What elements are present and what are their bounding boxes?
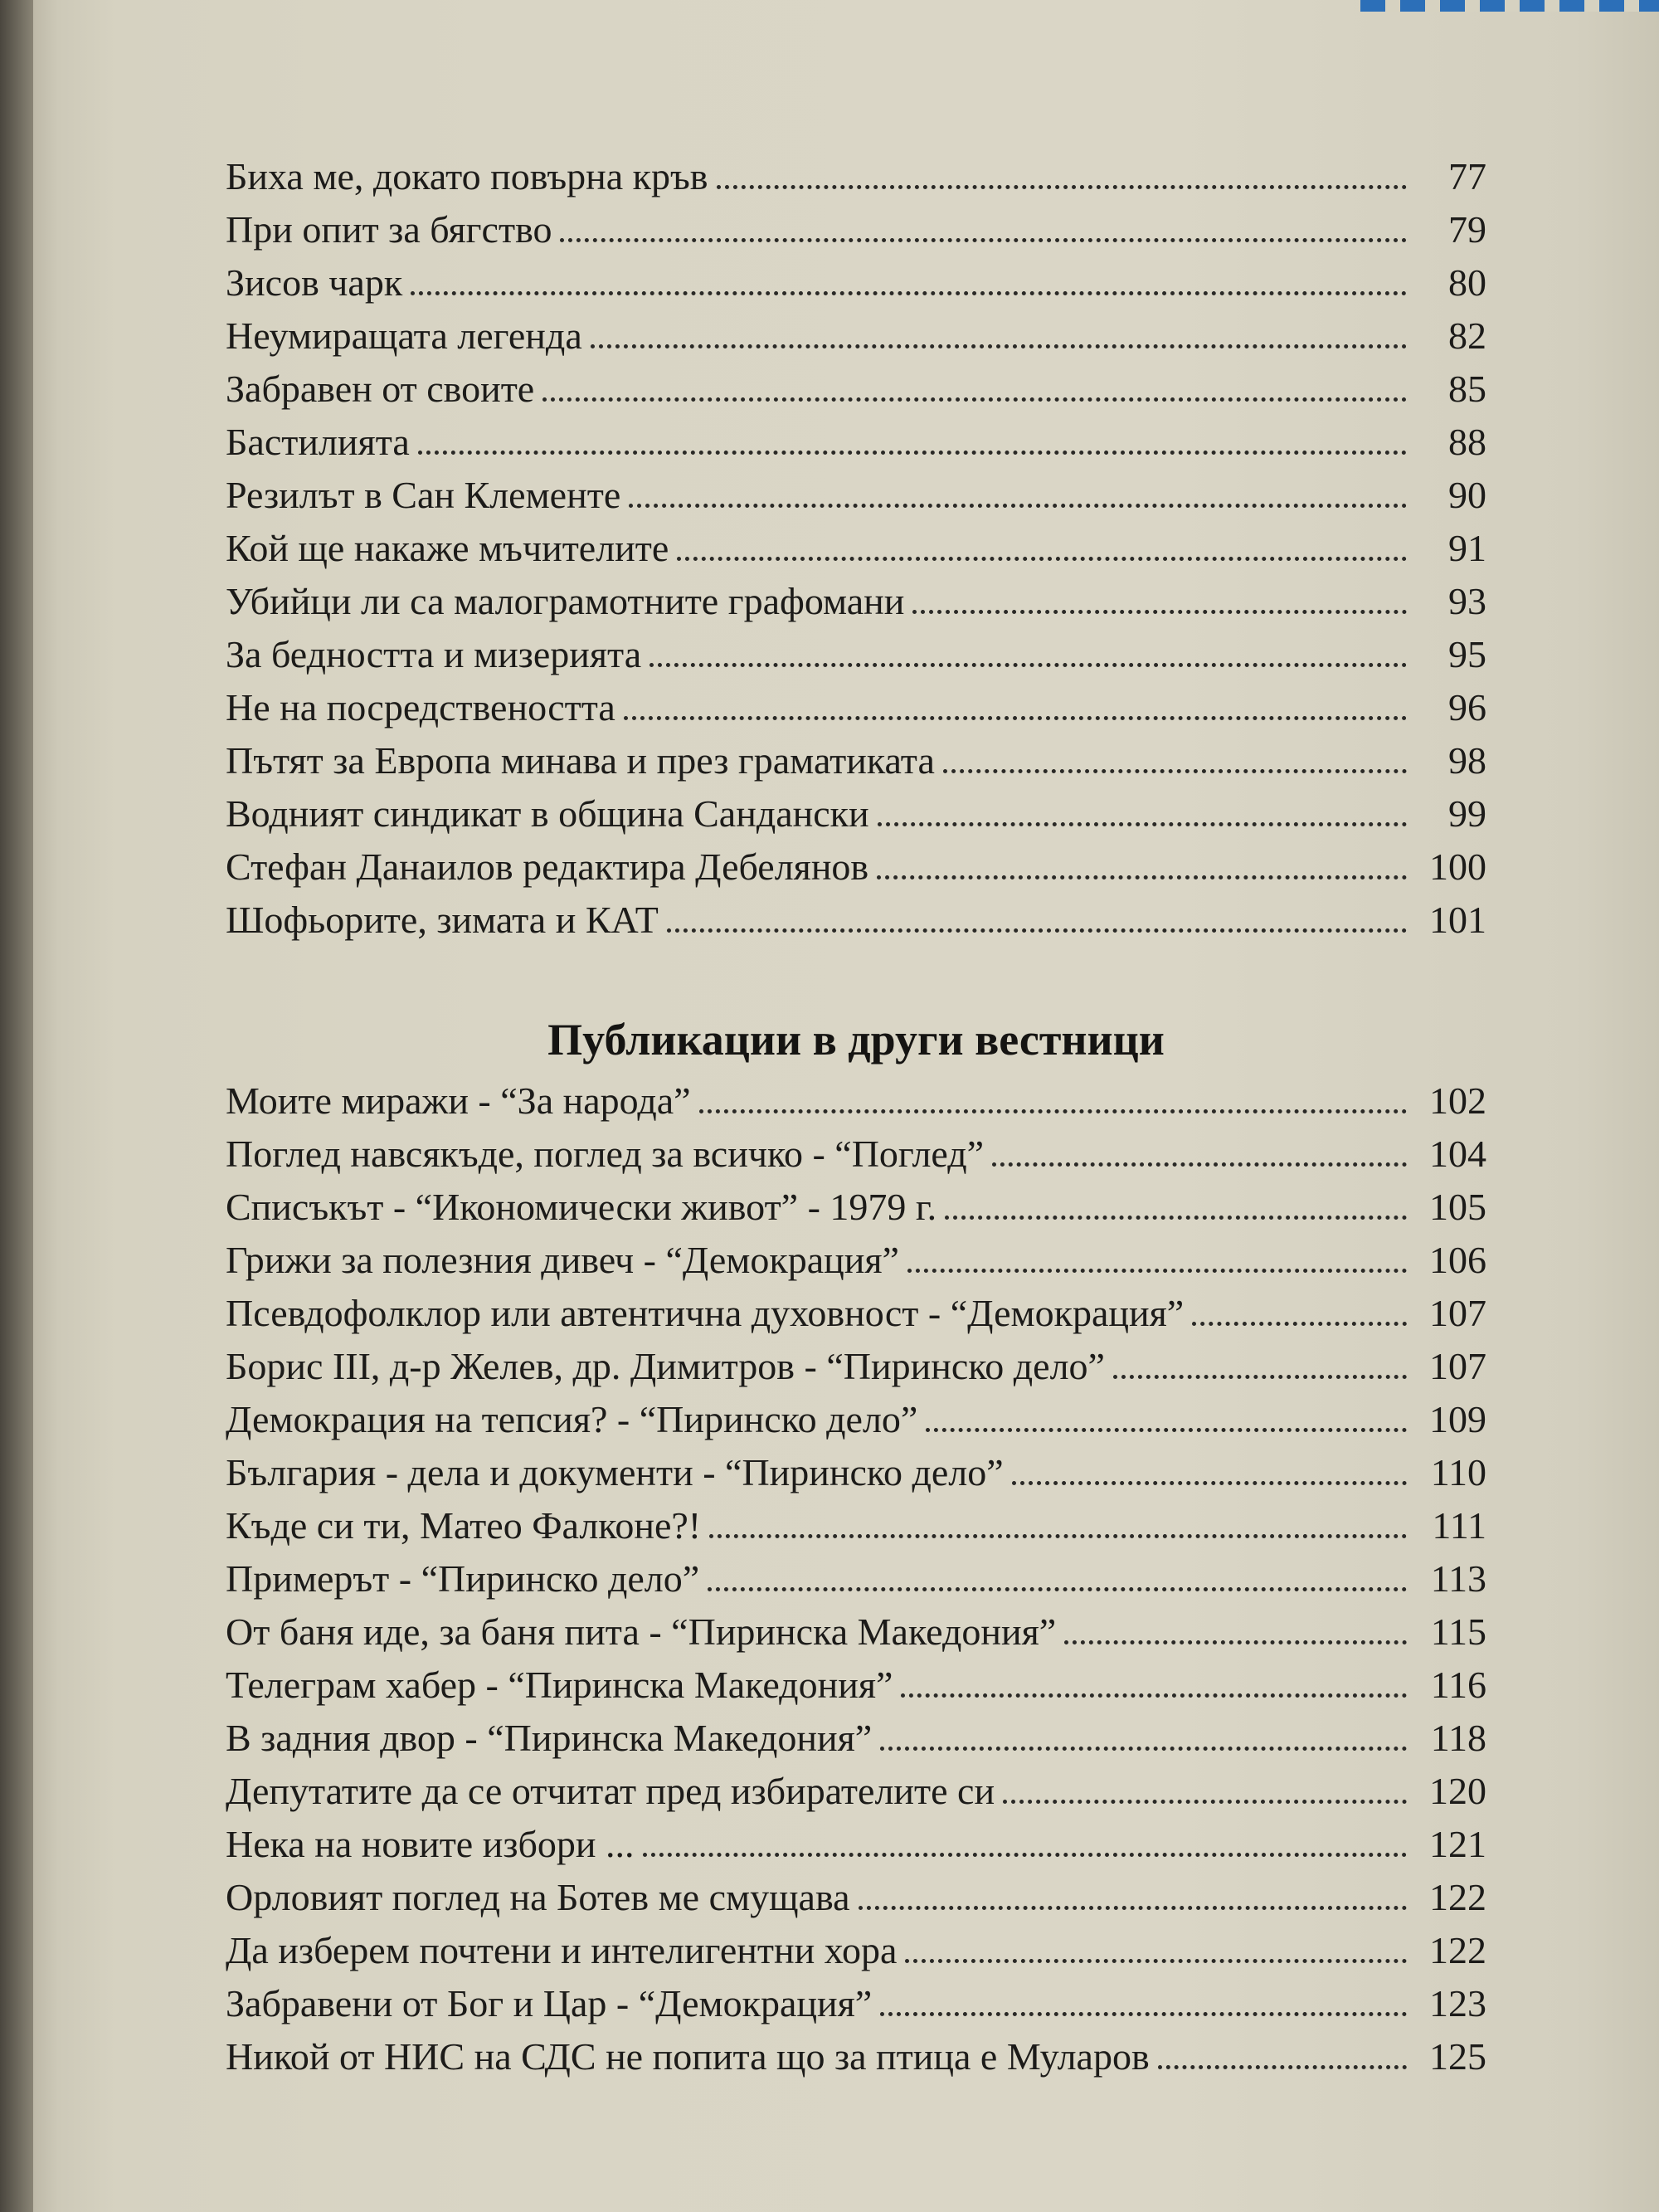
toc-entry-title: При опит за бягство [226, 208, 552, 251]
dot-leader [880, 2012, 1407, 2016]
toc-section-1 [226, 154, 1486, 951]
toc-entry [226, 1132, 1486, 1185]
dot-leader [1064, 1640, 1407, 1644]
dot-leader [1012, 1481, 1407, 1485]
toc-entry-title: Не на посредствеността [226, 686, 615, 728]
toc-entry-page: 93 [1448, 580, 1486, 622]
toc-entry-page: 77 [1448, 155, 1486, 197]
toc-entry [226, 1450, 1486, 1503]
dot-leader [624, 716, 1407, 720]
toc-entry [226, 1822, 1486, 1875]
toc-entry-page: 106 [1429, 1239, 1486, 1281]
cover-edge [1360, 0, 1659, 12]
toc-entry-title: В задния двор - “Пиринска Македония” [226, 1717, 873, 1759]
dot-leader [708, 1587, 1407, 1591]
toc-entry-title: Неумиращата легенда [226, 314, 582, 357]
dot-leader [667, 928, 1407, 933]
toc-entry-page: 116 [1430, 1664, 1486, 1706]
toc-entry-page: 102 [1429, 1079, 1486, 1122]
toc-entry-title: Забравен от своите [226, 368, 535, 410]
dot-leader [629, 504, 1407, 508]
toc-entry [226, 1344, 1486, 1397]
toc-entry [226, 1981, 1486, 2034]
toc-entry-title: Бастилията [226, 421, 410, 463]
toc-entry-title: Депутатите да се отчитат пред избирателите си [226, 1770, 995, 1812]
toc-entry-title: Стефан Данаилов редактира Дебелянов [226, 845, 869, 888]
toc-entry [226, 738, 1486, 792]
toc-entry-page: 90 [1448, 474, 1486, 516]
toc-entry [226, 314, 1486, 367]
dot-leader [542, 397, 1407, 402]
dot-leader [880, 1747, 1407, 1751]
toc-entry-title: За бедността и мизерията [226, 633, 642, 675]
toc-entry-title: България - дела и документи - “Пиринско дело” [226, 1451, 1004, 1493]
toc-entry-page: 121 [1429, 1823, 1486, 1865]
toc-entry [226, 261, 1486, 314]
toc-entry [226, 1610, 1486, 1663]
toc-entry-page: 82 [1448, 314, 1486, 357]
toc-entry [226, 420, 1486, 473]
toc-entry [226, 1716, 1486, 1769]
dot-leader [709, 1534, 1407, 1538]
toc-entry-page: 115 [1430, 1610, 1486, 1653]
dot-leader [560, 238, 1407, 242]
toc-entry-title: Шофьорите, зимата и КАТ [226, 899, 659, 941]
dot-leader [1192, 1322, 1407, 1326]
toc-entry-title: Забравени от Бог и Цар - “Демокрация” [226, 1982, 873, 2024]
toc-entry-title: Моите миражи - “За народа” [226, 1079, 691, 1122]
toc-entry-page: 79 [1448, 208, 1486, 251]
dot-leader [859, 1906, 1408, 1910]
toc-entry-page: 122 [1429, 1929, 1486, 1971]
toc-entry-title: Псевдофолклор или автентична духовност - “Демокрация” [226, 1292, 1185, 1334]
toc-entry-title: Борис III, д-р Желев, др. Димитров - “Пиринско дело” [226, 1345, 1105, 1387]
toc-entry-page: 105 [1429, 1186, 1486, 1228]
toc-entry-page: 122 [1429, 1876, 1486, 1918]
toc-entry [226, 1663, 1486, 1716]
toc-entry-title: Никой от НИС на СДС не попита що за птица е Муларов [226, 2035, 1150, 2078]
dot-leader [1158, 2065, 1407, 2069]
toc-entry-title: Списъкът - “Икономически живот” - 1979 г. [226, 1186, 937, 1228]
toc-entry [226, 898, 1486, 951]
toc-entry-page: 125 [1429, 2035, 1486, 2078]
toc-section-2 [226, 1079, 1486, 2088]
toc-entry [226, 1769, 1486, 1822]
dot-leader [943, 769, 1407, 773]
toc-entry [226, 1557, 1486, 1610]
dot-leader [1113, 1375, 1407, 1379]
toc-entry-page: 120 [1429, 1770, 1486, 1812]
toc-entry-title: Телеграм хабер - “Пиринска Македония” [226, 1664, 893, 1706]
toc-entry [226, 473, 1486, 526]
toc-entry [226, 154, 1486, 207]
toc-entry-page: 113 [1430, 1557, 1486, 1600]
toc-entry-title: Биха ме, докато повърна кръв [226, 155, 708, 197]
dot-leader [945, 1216, 1407, 1220]
toc-entry-title: Нека на новите избори ... [226, 1823, 635, 1865]
toc-entry [226, 1238, 1486, 1291]
dot-leader [901, 1693, 1407, 1698]
toc-entry-title: От баня иде, за баня пита - “Пиринска Македония” [226, 1610, 1057, 1653]
dot-leader [877, 875, 1407, 879]
toc-entry-page: 80 [1448, 261, 1486, 304]
dot-leader [905, 1959, 1407, 1963]
toc-entry-page: 101 [1429, 899, 1486, 941]
toc-entry [226, 526, 1486, 579]
dot-leader [699, 1109, 1407, 1113]
toc-entry [226, 632, 1486, 685]
dot-leader [1003, 1800, 1407, 1804]
dot-leader [926, 1428, 1407, 1432]
toc-entry-title: Убийци ли са малограмотните графомани [226, 580, 905, 622]
dot-leader [907, 1269, 1407, 1273]
toc-entry [226, 579, 1486, 632]
toc-entry-page: 96 [1448, 686, 1486, 728]
toc-entry [226, 1503, 1486, 1557]
dot-leader [643, 1853, 1407, 1857]
dot-leader [878, 822, 1407, 826]
toc-entry-page: 85 [1448, 368, 1486, 410]
toc-entry [226, 1079, 1486, 1132]
toc-entry [226, 685, 1486, 738]
toc-entry [226, 1291, 1486, 1344]
dot-leader [717, 185, 1407, 189]
toc-entry-page: 109 [1429, 1398, 1486, 1440]
toc-entry [226, 1185, 1486, 1238]
toc-entry-page: 111 [1432, 1504, 1486, 1547]
dot-leader [649, 663, 1407, 667]
dot-leader [411, 291, 1407, 295]
toc-entry-title: Къде си ти, Матео Фалконе?! [226, 1504, 702, 1547]
dot-leader [992, 1162, 1407, 1167]
toc-entry-page: 118 [1430, 1717, 1486, 1759]
toc-entry [226, 792, 1486, 845]
toc-entry [226, 1397, 1486, 1450]
toc-entry [226, 2034, 1486, 2088]
dot-leader [591, 344, 1407, 348]
toc-entry-title: Да изберем почтени и интелигентни хора [226, 1929, 898, 1971]
toc-entry-page: 100 [1429, 845, 1486, 888]
toc-entry-title: Зисов чарк [226, 261, 403, 304]
toc-entry-page: 104 [1429, 1133, 1486, 1175]
toc-entry-page: 99 [1448, 792, 1486, 835]
toc-entry-title: Кой ще накаже мъчителите [226, 527, 669, 569]
toc-entry-page: 98 [1448, 739, 1486, 782]
toc-entry-page: 107 [1429, 1345, 1486, 1387]
toc-entry-title: Пътят за Европа минава и през граматиката [226, 739, 935, 782]
toc-entry-title: Поглед навсякъде, поглед за всичко - “Поглед” [226, 1133, 985, 1175]
toc-entry [226, 1875, 1486, 1928]
section-heading: Публикации в други вестници [547, 1015, 1165, 1065]
toc-entry-page: 91 [1448, 527, 1486, 569]
dot-leader [912, 610, 1407, 614]
toc-entry [226, 845, 1486, 898]
toc-entry [226, 1928, 1486, 1981]
dot-leader [677, 557, 1407, 561]
toc-entry-page: 123 [1429, 1982, 1486, 2024]
toc-entry-title: Грижи за полезния дивеч - “Демокрация” [226, 1239, 899, 1281]
toc-entry-title: Водният синдикат в община Сандански [226, 792, 869, 835]
toc-entry-title: Орловият поглед на Ботев ме смущава [226, 1876, 850, 1918]
toc-entry-page: 107 [1429, 1292, 1486, 1334]
toc-entry-title: Примерът - “Пиринско дело” [226, 1557, 700, 1600]
toc-entry-title: Резилът в Сан Клементе [226, 474, 621, 516]
dot-leader [418, 451, 1407, 455]
toc-entry [226, 367, 1486, 420]
book-spine [0, 0, 33, 2212]
toc-entry-title: Демокрация на тепсия? - “Пиринско дело” [226, 1398, 918, 1440]
toc-entry-page: 110 [1430, 1451, 1486, 1493]
toc-entry [226, 207, 1486, 261]
toc-entry-page: 88 [1448, 421, 1486, 463]
toc-entry-page: 95 [1448, 633, 1486, 675]
